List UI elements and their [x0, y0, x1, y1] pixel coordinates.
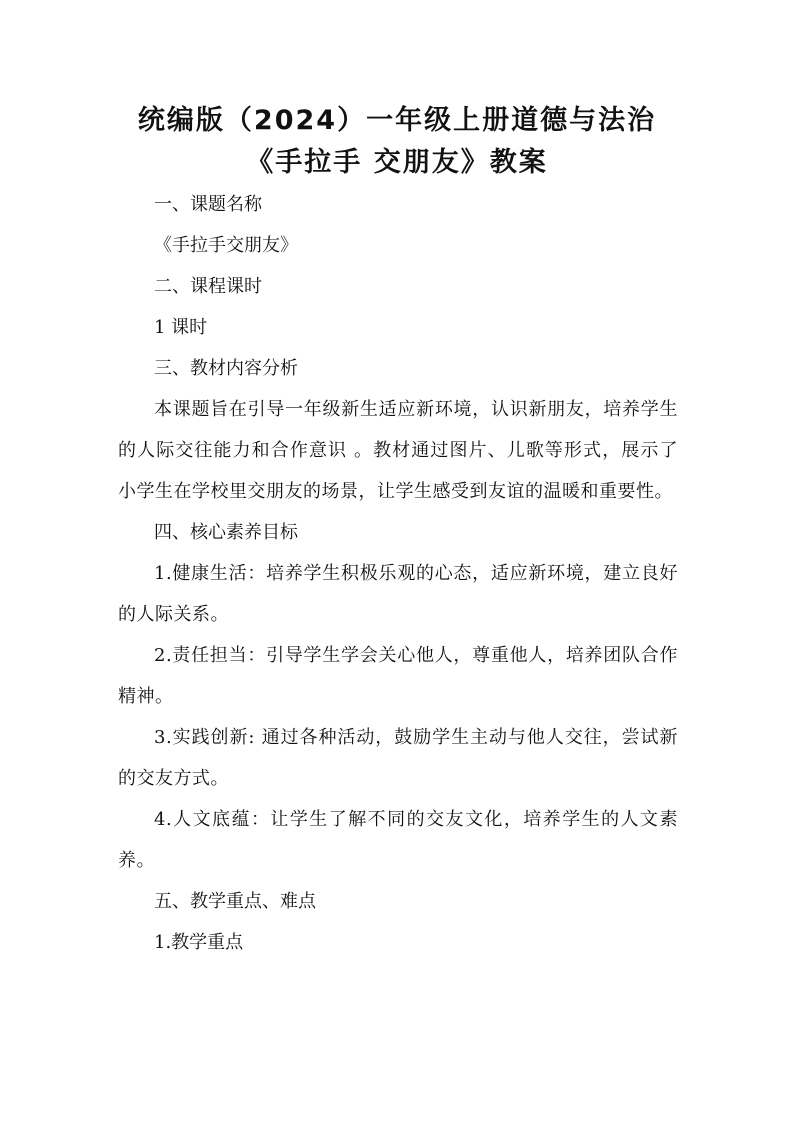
section-heading-topic: 一、课题名称	[154, 194, 262, 215]
goal-item-2: 2.责任担当：引导学生学会关心他人，尊重他人，培养团队合作精神。	[118, 645, 678, 707]
document-subtitle: 《手拉手 交朋友》教案	[246, 147, 548, 178]
document-body	[118, 184, 678, 963]
topic-name: 《手拉手交朋友》	[154, 235, 298, 256]
goal-item-1: 1.健康生活：培养学生积极乐观的心态，适应新环境，建立良好的人际关系。	[118, 563, 678, 625]
document-title: 统编版（2024）一年级上册道德与法治	[137, 105, 657, 136]
section-heading-hours: 二、课程课时	[154, 276, 262, 297]
goal-item-4: 4.人文底蕴：让学生了解不同的交友文化，培养学生的人文素养。	[118, 809, 678, 871]
course-hours: 1 课时	[154, 317, 208, 338]
section-heading-analysis: 三、教材内容分析	[154, 358, 298, 379]
goal-item-3: 3.实践创新: 通过各种活动，鼓励学生主动与他人交往，尝试新的交友方式。	[118, 727, 678, 789]
key-point-heading: 1.教学重点	[154, 932, 244, 953]
section-heading-key-points: 五、教学重点、难点	[154, 891, 316, 912]
analysis-paragraph: 本课题旨在引导一年级新生适应新环境，认识新朋友，培养学生的人际交往能力和合作意识 。教材通过图片、儿歌等形式，展示了小学生在学校里交朋友的场景，让学生感受到友谊的温暖和重要性。	[118, 399, 678, 502]
section-heading-goals: 四、核心素养目标	[154, 522, 298, 543]
